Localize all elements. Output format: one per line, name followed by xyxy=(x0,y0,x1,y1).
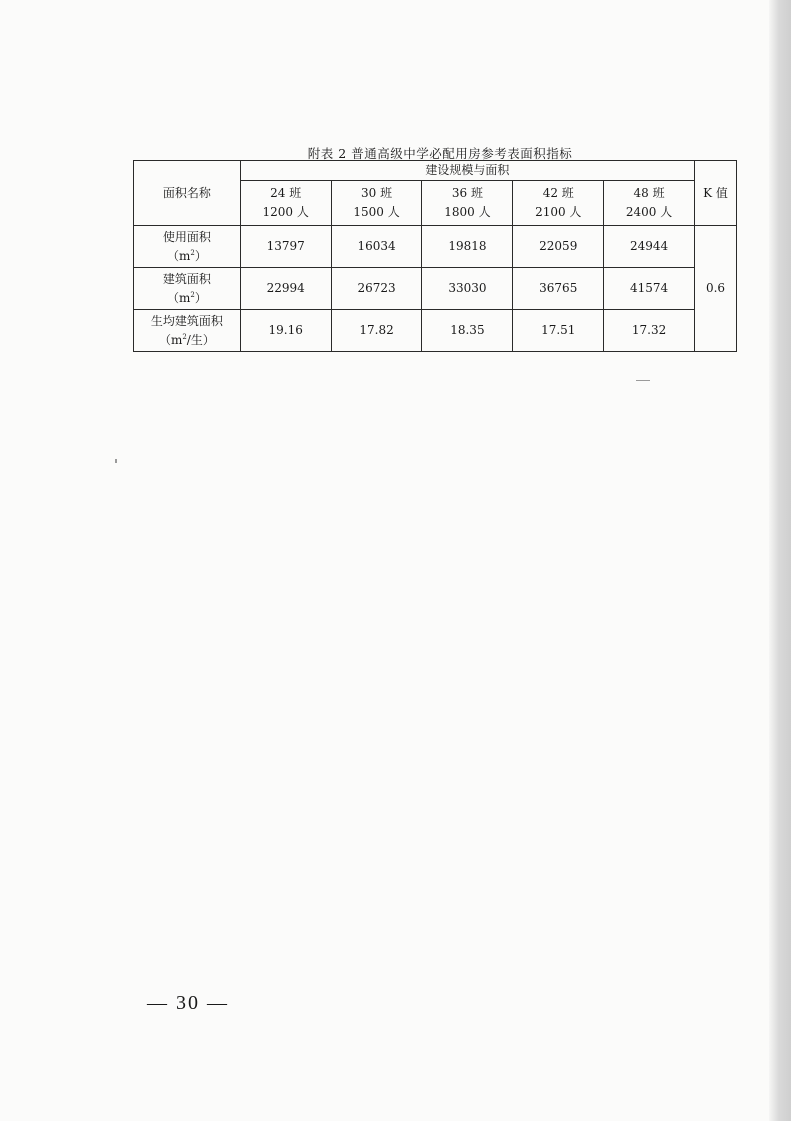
table-cell: 17.32 xyxy=(604,310,695,352)
row-label-building-area: 建筑面积 $(m^2)$ xyxy=(134,268,241,310)
table-cell: 17.82 xyxy=(331,310,422,352)
table-cell: 16034 xyxy=(331,226,422,268)
row-label-usable-area: 使用面积 $(m^2)$ xyxy=(134,226,241,268)
table-row xyxy=(134,310,737,352)
table-cell: 36765 xyxy=(513,268,604,310)
scale-students: 2100 人 xyxy=(535,205,582,219)
table-cell: 22994 xyxy=(240,268,331,310)
header-scale-36 xyxy=(422,181,513,226)
scale-classes: 48 班 xyxy=(633,186,665,200)
table-cell: 19.16 xyxy=(240,310,331,352)
scan-speck xyxy=(636,380,650,381)
table-row xyxy=(134,226,737,268)
scale-students: 2400 人 xyxy=(625,205,673,219)
scale-classes: 42 班 xyxy=(542,186,574,200)
scale-classes: 30 班 xyxy=(361,186,393,200)
area-indicator-table xyxy=(133,160,737,352)
header-scale-42 xyxy=(513,181,604,226)
scale-students: 1500 人 xyxy=(353,205,400,219)
header-scale-48 xyxy=(604,181,695,226)
scan-speck xyxy=(115,459,117,463)
table-row xyxy=(134,268,737,310)
table-cell: 17.51 xyxy=(513,310,604,352)
table-cell: 41574 xyxy=(604,268,695,310)
table-cell: 18.35 xyxy=(422,310,513,352)
header-scale-30 xyxy=(331,181,422,226)
header-k-value: K 值 xyxy=(695,161,737,226)
row-label-per-student-area: 生均建筑面积 （$m^2/$生） xyxy=(134,310,241,352)
table-cell: 33030 xyxy=(422,268,513,310)
table-cell: 26723 xyxy=(331,268,422,310)
unit-label: （$m^2/$生） xyxy=(158,332,215,347)
header-scale-group: 建设规模与面积 xyxy=(240,161,694,181)
table-cell: 19818 xyxy=(422,226,513,268)
table-caption: 附表 2 普通高级中学必配用房参考表面积指标 xyxy=(307,146,573,161)
unit-label: $(m^2)$ xyxy=(166,290,207,305)
scale-students: 1800 人 xyxy=(444,205,491,219)
table-cell: 22059 xyxy=(513,226,604,268)
scale-students: 1200 人 xyxy=(262,205,309,219)
k-value-cell: 0.6 xyxy=(695,226,737,352)
page-edge-shadow xyxy=(769,0,791,1121)
table-cell: 24944 xyxy=(604,226,695,268)
header-scale-24 xyxy=(240,181,331,226)
page-number: — 30 — xyxy=(147,992,229,1014)
header-area-name: 面积名称 xyxy=(134,161,241,226)
unit-label: $(m^2)$ xyxy=(166,248,207,263)
scale-classes: 24 班 xyxy=(270,186,302,200)
scale-classes: 36 班 xyxy=(451,186,483,200)
table-cell: 13797 xyxy=(240,226,331,268)
